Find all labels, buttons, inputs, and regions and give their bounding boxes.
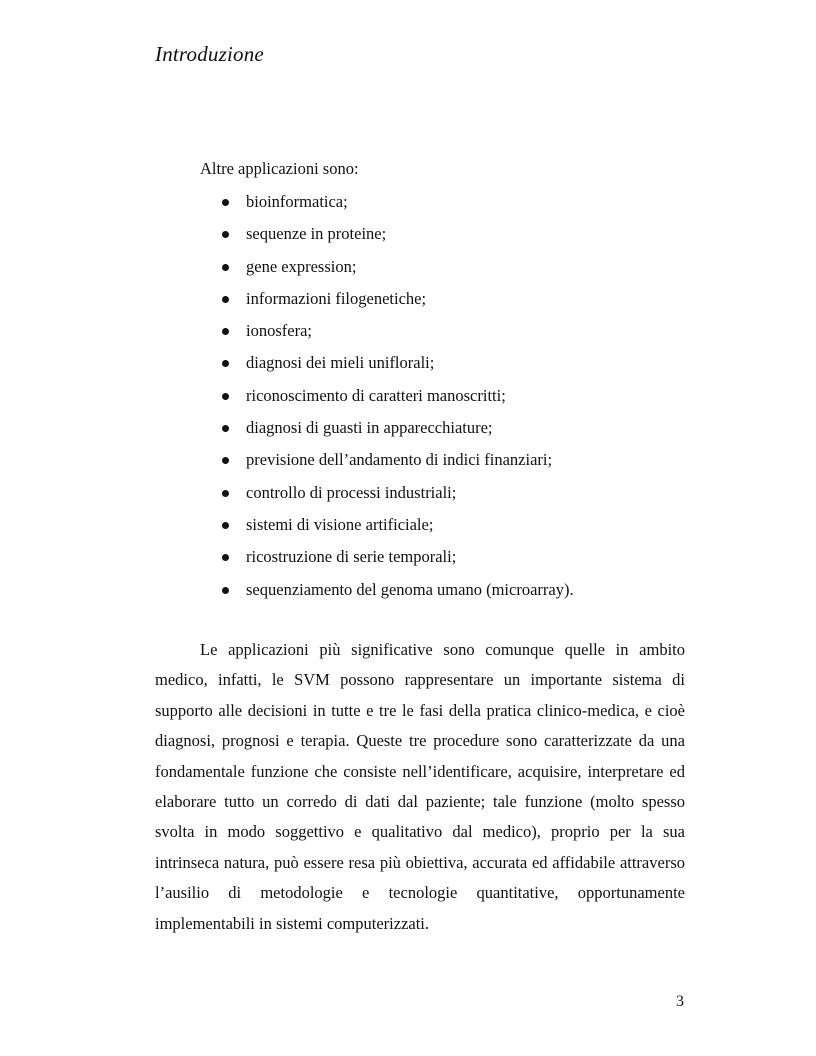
list-item xyxy=(222,580,574,612)
applications-list xyxy=(222,192,574,612)
list-item xyxy=(222,483,574,515)
page-number: 3 xyxy=(676,993,684,1010)
body-paragraph: Le applicazioni più significative sono comunque quelle in ambito medico, infatti, le SVM possono rappresentare un importante sistema di supporto alle decisioni in tutte e tre le fasi della pratica clinico-medica, e cioè diagnosi, prognosi e terapia. Queste tre procedure sono caratterizzate da una fondamentale funzione che consiste nell’identificare, acquisire, interpretare ed elaborare tutto un corredo di dati dal paziente; tale funzione (molto spesso svolta in modo soggettivo e qualitativo dal medico), proprio per la sua intrinseca natura, può essere resa più obiettiva, accurata ed affidabile attraverso l’ausilio di metodologie e tecnologie quantitative, opportunamente implementabili in sistemi computerizzati. xyxy=(155,640,685,933)
list-item-text: ionosfera; xyxy=(246,321,312,341)
list-item xyxy=(222,418,574,450)
list-item xyxy=(222,353,574,385)
list-item-text: diagnosi di guasti in apparecchiature; xyxy=(246,418,493,438)
bullet-icon xyxy=(222,393,229,400)
list-item-text: bioinformatica; xyxy=(246,192,348,211)
bullet-icon xyxy=(222,199,229,206)
list-item-text: gene expression; xyxy=(246,256,357,276)
bullet-icon xyxy=(222,328,229,335)
list-item xyxy=(222,257,574,289)
bullet-icon xyxy=(222,264,229,271)
list-item xyxy=(222,192,574,224)
list-item-text: diagnosi dei mieli uniflorali; xyxy=(246,353,435,373)
bullet-icon xyxy=(222,296,229,303)
list-item-text: sequenze in proteine; xyxy=(246,224,387,244)
running-header: Introduzione xyxy=(155,42,264,66)
list-item-text: riconoscimento di caratteri manoscritti; xyxy=(246,385,506,405)
bullet-icon xyxy=(222,554,229,561)
list-item xyxy=(222,224,574,256)
list-item-text: sistemi di visione artificiale; xyxy=(246,514,434,534)
list-item xyxy=(222,547,574,579)
list-intro: Altre applicazioni sono: xyxy=(200,159,359,178)
list-item xyxy=(222,386,574,418)
list-item xyxy=(222,515,574,547)
list-item-text: controllo di processi industriali; xyxy=(246,482,457,502)
bullet-icon xyxy=(222,522,229,529)
list-item-text: informazioni filogenetiche; xyxy=(246,288,427,308)
list-item-text: sequenziamento del genoma umano (microarray). xyxy=(246,579,574,599)
bullet-icon xyxy=(222,231,229,238)
bullet-icon xyxy=(222,490,229,497)
list-item xyxy=(222,289,574,321)
bullet-icon xyxy=(222,360,229,367)
bullet-icon xyxy=(222,425,229,432)
bullet-icon xyxy=(222,457,229,464)
list-item-text: ricostruzione di serie temporali; xyxy=(246,547,457,567)
list-item xyxy=(222,321,574,353)
list-item-text: previsione dell’andamento di indici finanziari; xyxy=(246,450,553,470)
bullet-icon xyxy=(222,587,229,594)
list-item xyxy=(222,450,574,482)
